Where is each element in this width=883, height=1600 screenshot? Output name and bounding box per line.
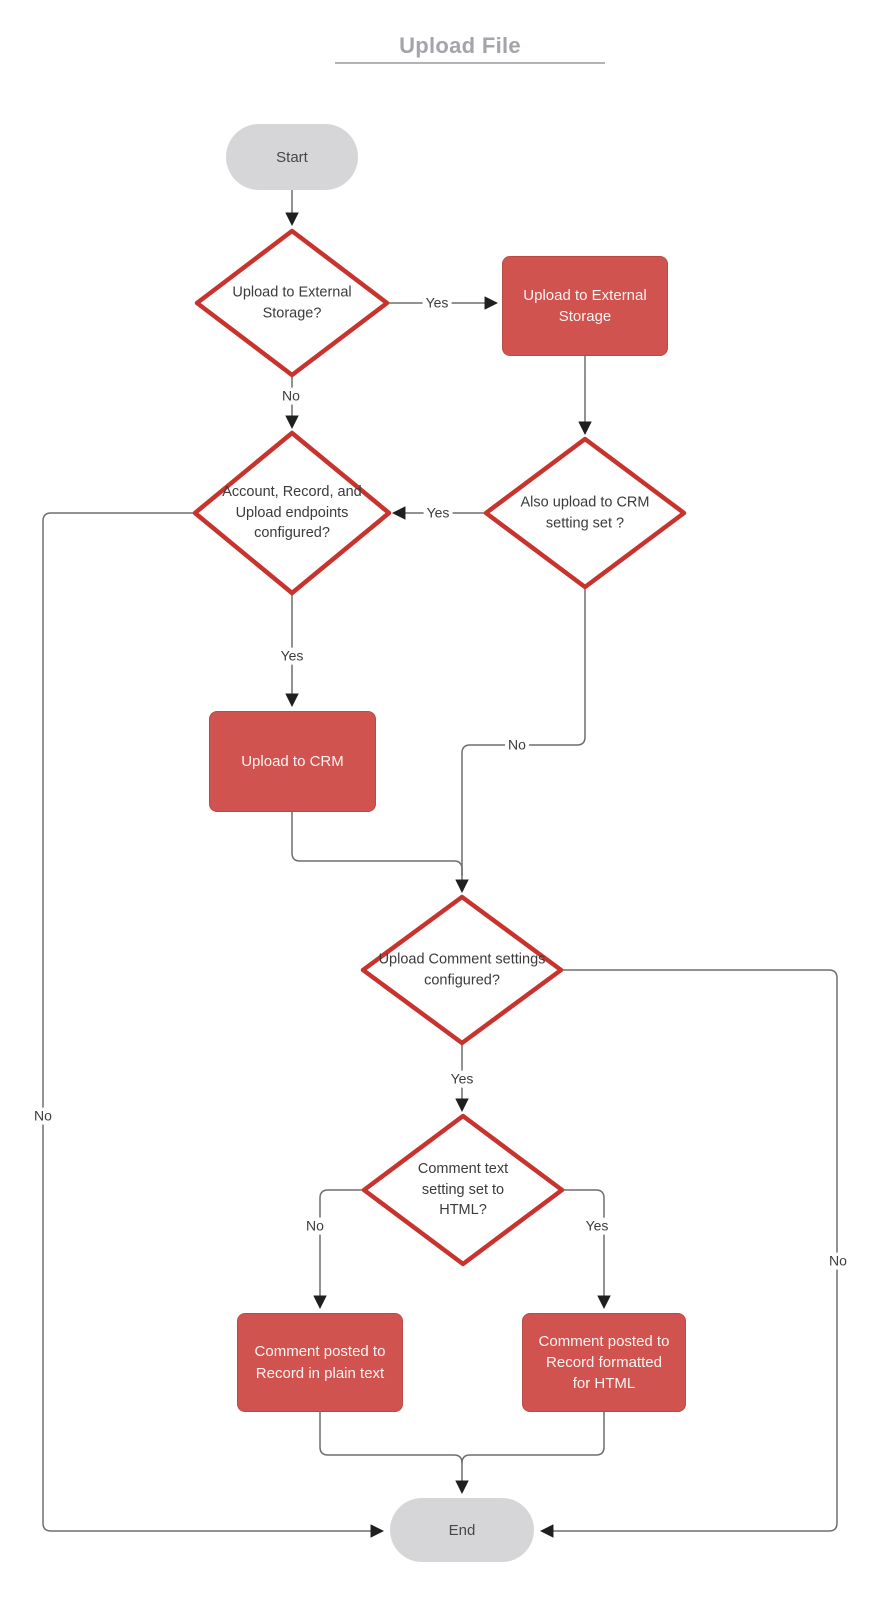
- decision-label-endpoints-configured-q: Account, Record, and Upload endpoints configured?: [222, 484, 362, 542]
- decision-label-also-upload-crm-q: Also upload to CRM setting set ?: [520, 494, 650, 531]
- edge-post-plain-to-end: [320, 1412, 462, 1492]
- decision-label-comment-settings-q: Upload Comment settings configured?: [378, 951, 546, 988]
- edge-label-yes: Yes: [448, 1071, 477, 1088]
- edge-label-no: No: [505, 737, 529, 754]
- edge-label-no: No: [31, 1108, 55, 1125]
- edge-label-yes: Yes: [278, 648, 307, 665]
- page-title: Upload File: [399, 33, 521, 58]
- node-start: Start: [226, 124, 358, 190]
- edge-comment-html-q-yes: [562, 1190, 604, 1307]
- node-upload-external-storage: Upload to External Storage: [502, 256, 668, 356]
- decision-label-comment-html-q: Comment text setting set to HTML?: [417, 1161, 509, 1219]
- edge-label-no: No: [826, 1253, 850, 1270]
- node-upload-to-crm: Upload to CRM: [209, 711, 376, 812]
- edge-label-yes: Yes: [423, 295, 452, 312]
- edge-label-yes: Yes: [424, 505, 453, 522]
- node-comment-posted-plain-text: Comment posted to Record in plain text: [237, 1313, 403, 1412]
- edge-comment-settings-q-no-to-end: [542, 970, 837, 1531]
- node-comment-posted-html: Comment posted to Record formatted for HTML: [522, 1313, 686, 1412]
- edge-post-html-to-end: [462, 1412, 604, 1463]
- edge-comment-html-q-no: [320, 1190, 364, 1307]
- decision-label-upload-external-q: Upload to External Storage?: [232, 284, 352, 321]
- edge-label-no: No: [303, 1218, 327, 1235]
- edge-label-no: No: [279, 388, 303, 405]
- edge-label-yes: Yes: [583, 1218, 612, 1235]
- edge-upload-crm-to-comment-settings-q: [292, 812, 462, 876]
- node-end: End: [390, 1498, 534, 1562]
